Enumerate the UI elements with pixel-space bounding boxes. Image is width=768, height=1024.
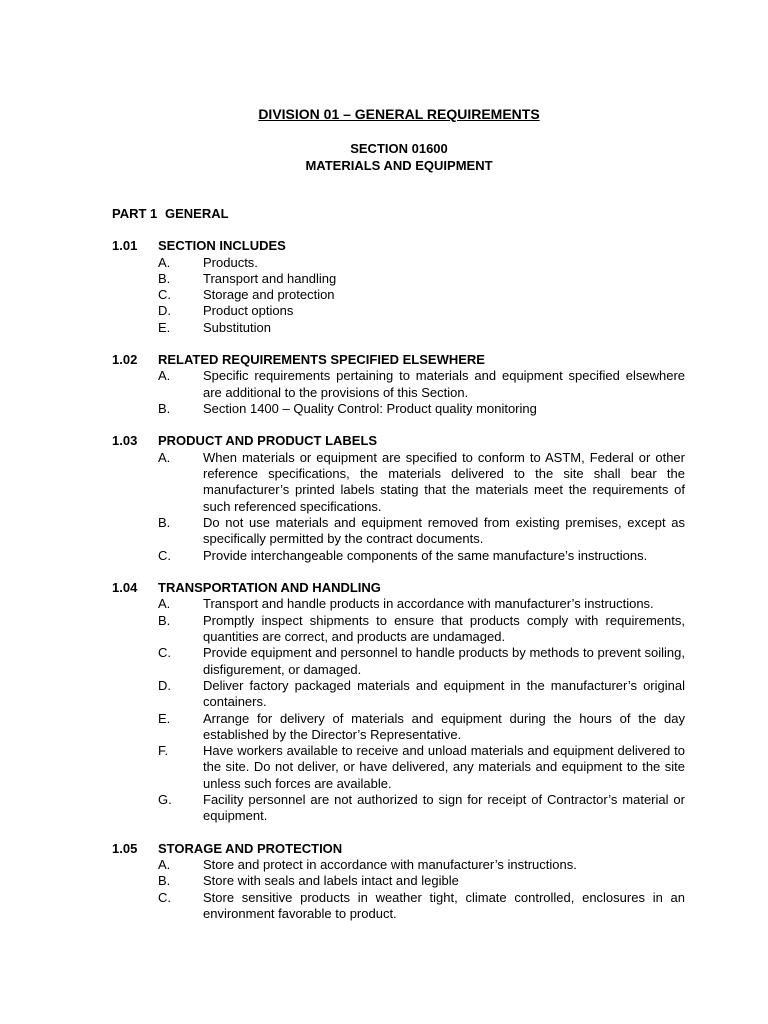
section-title: SECTION INCLUDES [158,238,286,253]
item-letter: G. [158,792,172,808]
list-item [112,743,685,792]
item-text: Storage and protection [203,287,335,303]
item-text: Specific requirements pertaining to materials and equipment specified elsewhere are additional to the provisions of this Section. [203,368,685,400]
item-text: Provide interchangeable components of the same manufacture’s instructions. [203,547,648,563]
list-item [112,515,685,548]
list-item [112,890,685,923]
item-letter: A. [158,596,171,612]
section-title-row [112,433,685,450]
item-letter: C. [158,287,171,303]
section-num: 1.01 [112,238,138,253]
section-title: TRANSPORTATION AND HANDLING [158,579,381,595]
item-text: Products. [203,254,258,270]
item-letter: D. [158,303,171,319]
section-num: 1.02 [112,351,138,367]
list-item [112,596,685,612]
list-item [112,678,685,711]
item-text: Section 1400 – Quality Control: Product quality monitoring [203,401,537,417]
item-text: Have workers available to receive and unload materials and equipment delivered to the site. Do not deliver, or have delivered, any materials and equipment to the site unless such forces are available. [203,743,685,791]
item-text: Provide equipment and personnel to handle products by methods to prevent soiling, disfigurement, or damaged. [203,645,685,677]
list-item [112,401,685,417]
section-name: MATERIALS AND EQUIPMENT [305,157,493,173]
item-letter: B. [158,515,171,531]
part-heading [112,206,229,221]
section-title: RELATED REQUIREMENTS SPECIFIED ELSEWHERE [158,351,485,367]
item-letter: A. [158,368,171,384]
item-text: Facility personnel are not authorized to sign for receipt of Contractor’s material or equipment. [203,792,685,824]
list-item [112,645,685,678]
part-title: GENERAL [165,206,229,221]
list-item [112,873,685,889]
item-text: Store sensitive products in weather tight, climate controlled, enclosures in an environment favorable to product. [203,889,685,921]
list-item [112,792,685,825]
item-letter: A. [158,857,171,873]
list-item [112,857,685,873]
section-num: 1.05 [112,840,138,856]
item-text: Store with seals and labels intact and legible [203,873,459,889]
item-letter: B. [158,612,171,628]
spec-section [112,352,685,417]
item-text: Transport and handle products in accordance with manufacturer’s instructions. [203,596,654,612]
list-item [112,613,685,646]
item-text: Store and protect in accordance with manufacturer’s instructions. [203,857,577,873]
item-letter: C. [158,889,171,905]
item-letter: A. [158,449,171,465]
item-text: Do not use materials and equipment removed from existing premises, except as specifically permitted by the contract documents. [203,515,685,547]
section-title-row [112,238,685,255]
section-num: 1.04 [112,579,138,595]
item-text: Substitution [203,319,271,335]
list-item [112,287,685,303]
item-letter: C. [158,547,171,563]
part-number: PART 1 [112,206,158,221]
section-title: STORAGE AND PROTECTION [158,840,343,856]
list-item [112,320,685,336]
list-item [112,271,685,287]
spec-section [112,580,685,825]
list-item [112,303,685,319]
item-letter: D. [158,677,171,693]
item-letter: B. [158,873,171,889]
item-text: When materials or equipment are specified to conform to ASTM, Federal or other reference specifications, the materials delivered to the site shall bear the manufacturer’s printed labels stating that the materials meet the requirements of such referenced specifications. [203,449,685,514]
spec-section [112,238,685,336]
division-title: DIVISION 01 – GENERAL REQUIREMENTS [258,106,540,122]
item-letter: C. [158,645,171,661]
list-item [112,548,685,564]
section-title-row [112,352,685,369]
list-item [112,450,685,515]
section-heading [0,141,768,174]
item-text: Product options [203,303,294,319]
item-letter: B. [158,401,171,417]
list-item [112,368,685,401]
spec-section [112,433,685,564]
section-title-row [112,841,685,858]
item-letter: B. [158,270,171,286]
section-title: PRODUCT AND PRODUCT LABELS [158,433,378,449]
list-item [112,711,685,744]
item-letter: A. [158,254,171,270]
item-letter: E. [158,319,171,335]
list-item [112,255,685,271]
item-letter: E. [158,710,171,726]
item-text: Arrange for delivery of materials and equipment during the hours of the day established by the Director’s Representative. [203,710,685,742]
section-title-row [112,580,685,597]
item-text: Promptly inspect shipments to ensure that products comply with requirements, quantities are correct, and products are undamaged. [203,612,685,645]
item-letter: F. [158,743,169,759]
spec-section [112,841,685,923]
item-text: Transport and handling [203,270,337,286]
section-num: 1.03 [112,433,138,449]
section-number: SECTION 01600 [350,141,448,156]
specification-body [112,238,685,938]
item-text: Deliver factory packaged materials and equipment in the manufacturer’s original containers. [203,677,685,710]
